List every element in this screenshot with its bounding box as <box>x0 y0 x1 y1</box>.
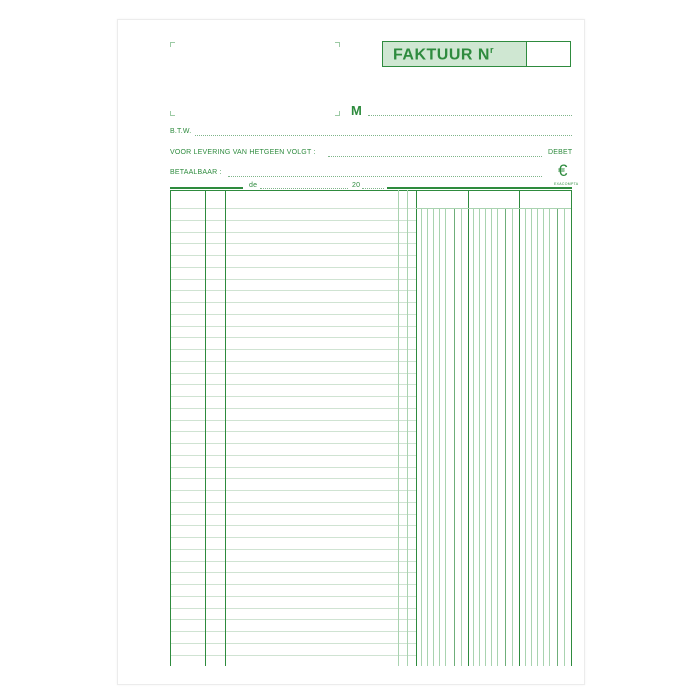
table-row-line <box>170 631 416 632</box>
delivery-line[interactable] <box>328 156 542 157</box>
table-row-line <box>170 361 416 362</box>
digit-col-line <box>512 208 513 666</box>
digit-col-line <box>445 208 446 666</box>
table-row-line <box>170 220 416 221</box>
col-line <box>170 190 171 666</box>
digit-col-line <box>439 208 440 666</box>
year-line[interactable] <box>362 188 384 189</box>
table-row-line <box>170 584 416 585</box>
table-row-line <box>170 208 416 209</box>
table-row-line <box>170 655 416 656</box>
table-row-line <box>170 431 416 432</box>
table-row-line <box>170 408 416 409</box>
debit-label: DEBET <box>548 149 573 156</box>
amount-subheader-rule <box>416 208 571 209</box>
col-line <box>205 190 206 666</box>
table-row-line <box>170 232 416 233</box>
col-line <box>505 208 506 666</box>
table-row-line <box>170 314 416 315</box>
table-row-line <box>170 326 416 327</box>
delivery-label: VOOR LEVERING VAN HETGEEN VOLGT : <box>170 149 316 156</box>
addressee-label: M <box>351 103 362 118</box>
table-row-line <box>170 467 416 468</box>
header-rule-right <box>387 187 572 189</box>
digit-col-line <box>427 208 428 666</box>
table-row-line <box>170 255 416 256</box>
digit-col-line <box>433 208 434 666</box>
date-line[interactable] <box>260 188 348 189</box>
address-corner-top-left <box>170 42 175 47</box>
table-top-rule <box>170 190 572 191</box>
table-row-line <box>170 549 416 550</box>
col-line <box>468 190 469 666</box>
table-row-line <box>170 537 416 538</box>
digit-col-line <box>531 208 532 666</box>
col-line <box>557 208 558 666</box>
table-row-line <box>170 525 416 526</box>
digit-col-line <box>491 208 492 666</box>
table-row-line <box>170 502 416 503</box>
table-row-line <box>170 478 416 479</box>
euro-icon: € <box>558 161 568 180</box>
table-row-line <box>170 608 416 609</box>
invoice-title-box <box>382 41 571 67</box>
payable-line[interactable] <box>228 176 542 177</box>
date-de-label: de <box>249 182 258 189</box>
brand-mark: EXACOMPTA <box>554 182 579 186</box>
digit-col-line <box>525 208 526 666</box>
col-line <box>225 190 226 666</box>
invoice-form-sheet <box>117 19 585 685</box>
table-row-line <box>170 373 416 374</box>
vat-label: B.T.W. <box>170 128 192 135</box>
col-line <box>416 190 417 666</box>
table-row-line <box>170 596 416 597</box>
vat-line[interactable] <box>195 135 572 136</box>
table-row-line <box>170 561 416 562</box>
table-row-line <box>170 455 416 456</box>
table-row-line <box>170 490 416 491</box>
col-line <box>519 190 520 666</box>
digit-col-line <box>461 208 462 666</box>
col-line <box>454 208 455 666</box>
digit-col-line <box>485 208 486 666</box>
date-rule-left <box>170 187 243 189</box>
table-row-line <box>170 443 416 444</box>
invoice-title: FAKTUUR $N^r$ <box>393 45 494 64</box>
table-row-line <box>170 572 416 573</box>
table-row-line <box>170 279 416 280</box>
address-corner-bottom-left <box>170 111 175 116</box>
table-row-line <box>170 349 416 350</box>
table-row-line <box>170 337 416 338</box>
table-row-line <box>170 420 416 421</box>
addressee-line[interactable] <box>368 115 572 116</box>
digit-col-line <box>407 190 408 666</box>
digit-col-line <box>564 208 565 666</box>
col-line <box>571 190 572 666</box>
digit-col-line <box>421 208 422 666</box>
invoice-title-fill <box>383 42 527 66</box>
table-row-line <box>170 267 416 268</box>
digit-col-line <box>537 208 538 666</box>
table-row-line <box>170 643 416 644</box>
table-row-line <box>170 243 416 244</box>
invoice-number-field[interactable] <box>528 42 570 66</box>
digit-col-line <box>543 208 544 666</box>
address-corner-top-right <box>335 42 340 47</box>
payable-label: BETAALBAAR : <box>170 169 222 176</box>
table-row-line <box>170 514 416 515</box>
digit-col-line <box>473 208 474 666</box>
table-row-line <box>170 619 416 620</box>
digit-col-line <box>497 208 498 666</box>
digit-col-line <box>549 208 550 666</box>
digit-col-line <box>398 190 399 666</box>
table-row-line <box>170 384 416 385</box>
date-year-label: 20 <box>352 182 361 189</box>
table-row-line <box>170 396 416 397</box>
table-row-line <box>170 290 416 291</box>
address-corner-bottom-right <box>335 111 340 116</box>
table-row-line <box>170 302 416 303</box>
digit-col-line <box>479 208 480 666</box>
